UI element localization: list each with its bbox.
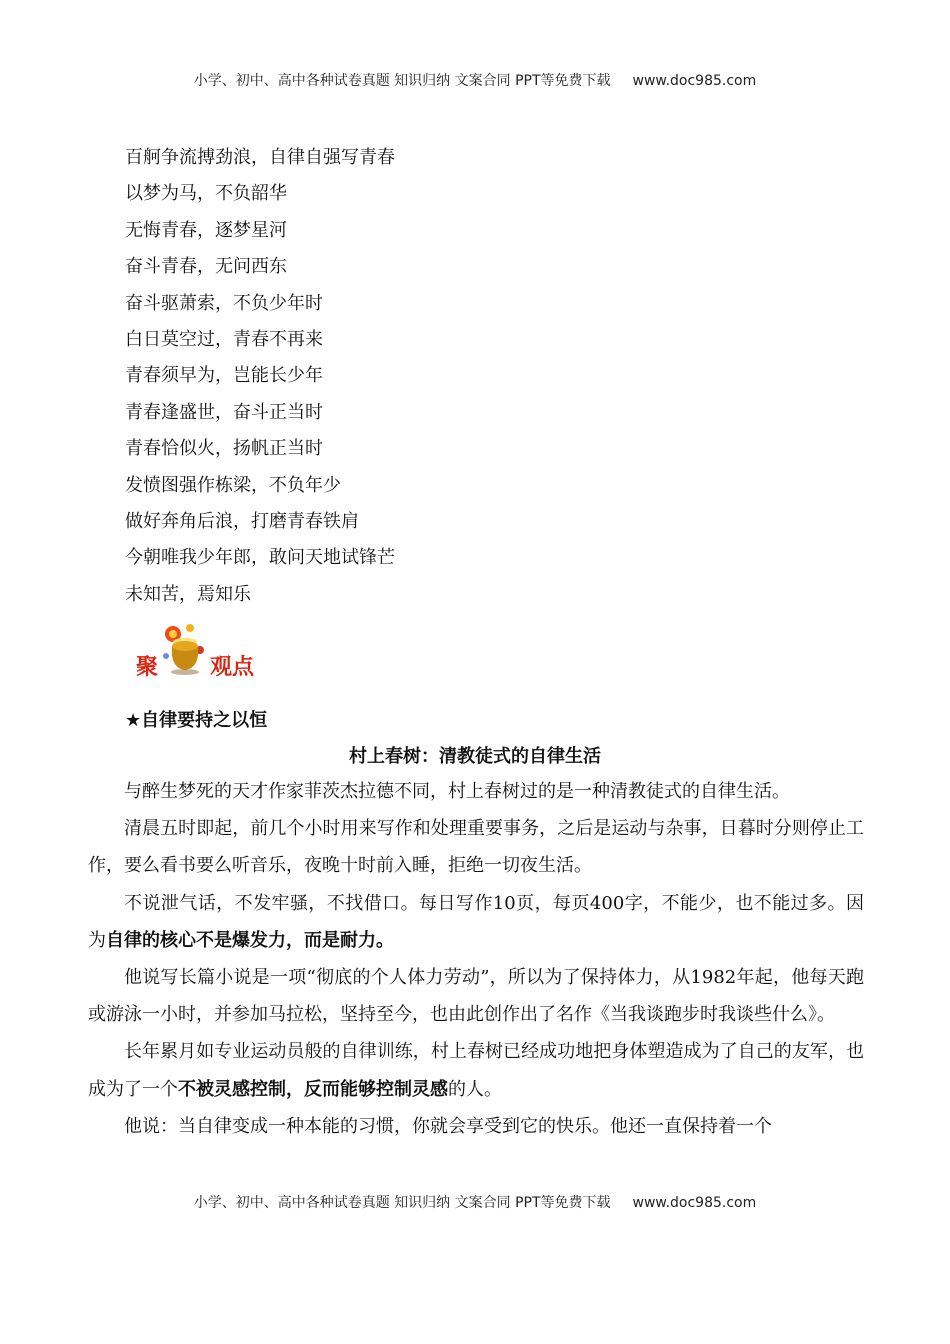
header-text: 小学、初中、高中各种试卷真题 知识归纳 文案合同 PPT等免费下载 <box>193 73 611 89</box>
paragraph <box>88 885 864 959</box>
emphasis-text: 自律的核心不是爆发力，而是耐力。 <box>106 929 394 951</box>
quote-line: 今朝唯我少年郎，敢问天地试锋芒 <box>125 547 395 569</box>
section-heading-title: 观点 <box>210 655 255 680</box>
paragraph-text: 不说泄气话，不发牢骚，不找借口。每日写作10页，每页400字，不能少，也不能过多。因为 <box>88 892 864 951</box>
emphasis-text: 不被灵感控制，反而能够控制灵感 <box>178 1078 448 1100</box>
treasure-pot-icon <box>160 620 210 680</box>
page-header <box>0 70 950 90</box>
page-footer <box>0 1192 950 1212</box>
article-body <box>88 773 864 1145</box>
quote-line: 奋斗青春，无问西东 <box>125 256 287 278</box>
quote-line: 无悔青春，逐梦星河 <box>125 219 287 241</box>
quote-line: 奋斗驱萧索，不负少年时 <box>125 292 323 314</box>
paragraph: 他说写长篇小说是一项“彻底的个人体力劳动”，所以为了保持体力，从1982年起，他每天跑或游泳一小时，并参加马拉松，坚持至今，也由此创作出了名作《当我谈跑步时我谈些什么》。 <box>88 967 864 1026</box>
quote-line: 做好奔角后浪，打磨青春铁肩 <box>125 510 359 532</box>
quote-line: 青春恰似火，扬帆正当时 <box>125 438 323 460</box>
section-heading <box>130 620 310 685</box>
article-title: 村上春树：清教徒式的自律生活 <box>349 746 601 767</box>
quote-line: 未知苦，焉知乐 <box>125 583 251 605</box>
section-heading-char: 聚 <box>136 655 159 680</box>
quote-line: 以梦为马，不负韶华 <box>125 183 287 205</box>
paragraph: 清晨五时即起，前几个小时用来写作和处理重要事务，之后是运动与杂事，日暮时分则停止工作，要么看书要么听音乐，夜晚十时前入睡，拒绝一切夜生活。 <box>88 818 864 877</box>
paragraph-text: 长年累月如专业运动员般的自律训练，村上春树已经成功地把身体塑造成为了自己的友军，也成为了一个 <box>88 1041 864 1100</box>
quote-list <box>125 140 395 613</box>
footer-text: 小学、初中、高中各种试卷真题 知识归纳 文案合同 PPT等免费下载 <box>193 1195 611 1211</box>
footer-site-link[interactable]: www.doc985.com <box>632 1195 757 1211</box>
paragraph <box>88 1033 864 1107</box>
paragraph: 与醉生梦死的天才作家菲茨杰拉德不同，村上春树过的是一种清教徒式的自律生活。 <box>124 781 790 802</box>
quote-line: 白日莫空过，青春不再来 <box>125 328 323 350</box>
sub-heading: ★自律要持之以恒 <box>125 710 268 731</box>
quote-line: 百舸争流搏劲浪，自律自强写青春 <box>125 147 395 168</box>
quote-line: 青春逢盛世，奋斗正当时 <box>125 401 323 423</box>
header-site-link[interactable]: www.doc985.com <box>632 73 757 89</box>
paragraph: 他说：当自律变成一种本能的习惯，你就会享受到它的快乐。他还一直保持着一个 <box>124 1115 772 1137</box>
quote-line: 青春须早为，岂能长少年 <box>125 365 323 387</box>
paragraph-text: 的人。 <box>448 1078 502 1100</box>
quote-line: 发愤图强作栋梁，不负年少 <box>125 474 341 496</box>
